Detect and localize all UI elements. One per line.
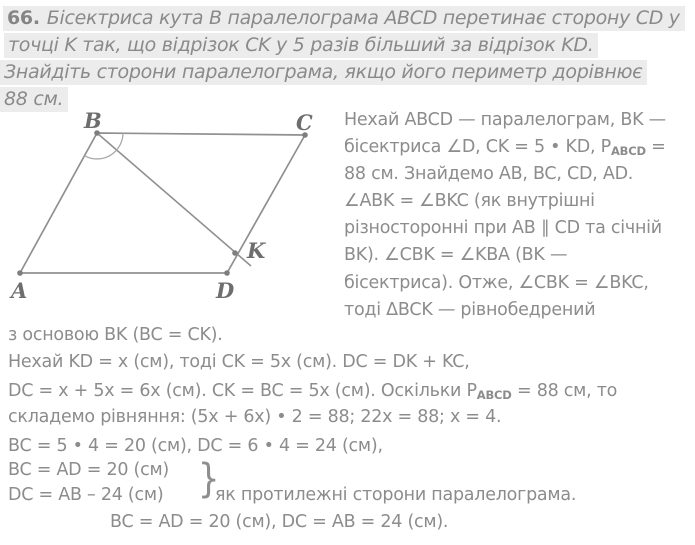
problem-statement-line: 88 см. xyxy=(0,87,68,112)
vertex-label-b: B xyxy=(84,108,102,133)
problem-text: Бісектриса кута В паралелограма ABCD перетинає сторону CD у xyxy=(46,7,680,29)
solution-line: Нехай KD = x (см), тоді CK = 5x (см). DC = DK + KC, xyxy=(8,352,470,372)
point-label-k: K xyxy=(247,238,266,263)
solution-line: складемо рівняння: (5x + 6x) • 2 = 88; 22x = 88; x = 4. xyxy=(8,407,502,427)
problem-statement-line xyxy=(3,6,685,31)
solution-line: 88 см. Знайдемо AB, BC, CD, AD. xyxy=(344,164,634,184)
vertex-label-c: C xyxy=(296,110,313,135)
solution-line: DC = x + 5x = 6x (см). CK = BC = 5x (см). Оскільки PABCD = 88 см, то xyxy=(8,381,618,402)
solution-line: тоді ΔBCK — рівнобедрений xyxy=(344,300,596,320)
subscript-abcd: ABCD xyxy=(476,388,512,402)
solution-line: BC = AD = 20 (см) xyxy=(8,460,170,480)
grouping-brace: } xyxy=(197,456,220,502)
vertex-label-d: D xyxy=(216,278,235,303)
solution-line: BC = 5 • 4 = 20 (см), DC = 6 • 4 = 24 (см), xyxy=(8,436,383,456)
solution-line: ∠ABK = ∠BKC (як внутрішні xyxy=(344,191,595,211)
vertex-dot-d xyxy=(224,270,230,276)
problem-statement-line: Знайдіть сторони паралелограма, якщо його периметр дорівнює xyxy=(0,60,647,85)
solution-line: DC = AB – 24 (см) xyxy=(8,485,164,505)
parallelogram-figure xyxy=(0,100,340,315)
solution-line: бісектриса). Отже, ∠CBK = ∠BKC, xyxy=(344,273,649,293)
final-answer-line: BC = AD = 20 (см), DC = AB = 24 (см). xyxy=(110,512,449,532)
subscript-abcd: ABCD xyxy=(610,144,646,158)
brace-note: як протилежні сторони паралелограма. xyxy=(215,485,577,505)
solution-line: бісектриса ∠D, CK = 5 • KD, PABCD = xyxy=(344,137,666,158)
solution-line: Нехай ABCD — паралелограм, BK — xyxy=(344,110,666,130)
solution-line: BK). ∠CBK = ∠KBA (BK — xyxy=(344,245,568,265)
point-dot-k xyxy=(232,250,238,256)
solution-line: різносторонні при AB ∥ CD та січній xyxy=(344,218,662,238)
problem-statement-line: точці K так, що відрізок CK у 5 разів більший за відрізок KD. xyxy=(4,33,598,58)
bisector-line-bk xyxy=(97,133,251,266)
vertex-label-a: A xyxy=(11,278,28,303)
solution-line: з основою BK (BC = CK). xyxy=(8,325,223,345)
vertex-dot-a xyxy=(17,270,23,276)
problem-number: 66. xyxy=(7,7,40,29)
